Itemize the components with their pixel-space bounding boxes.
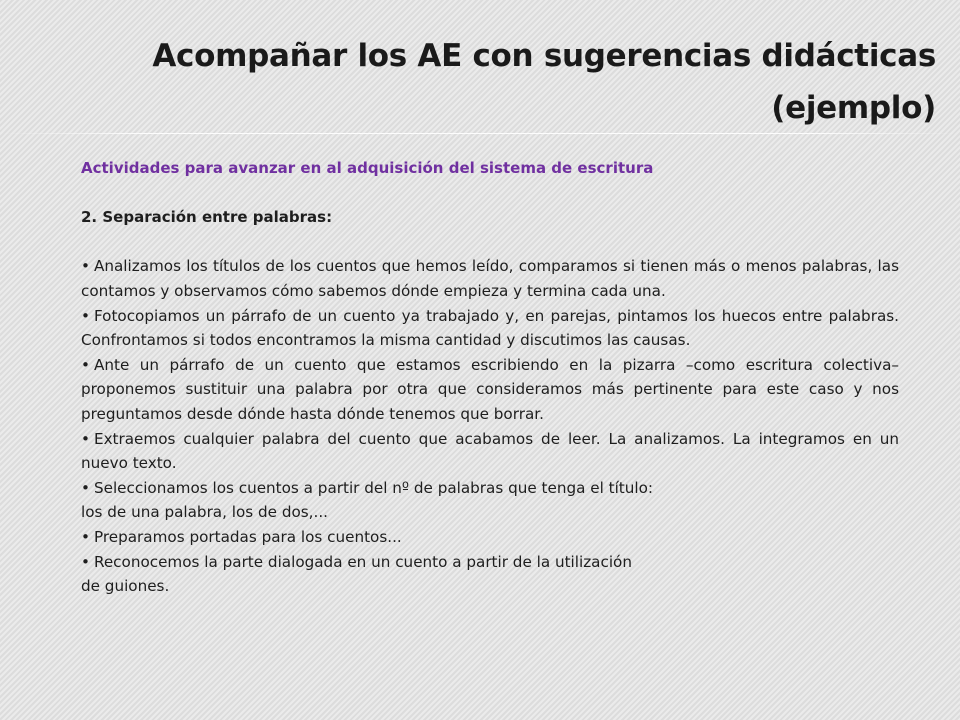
list-item [81,254,899,303]
list-item-text: Ante un párrafo de un cuento que estamos escribiendo en la pizarra –como escritura colectiva– proponemos sustituir una palabra por otra que consideramos más pertinente para este caso y nos preguntamos desde dónde hasta dónde tenemos que borrar. [81,355,899,423]
bullet-icon: • [81,527,90,546]
list-item [81,525,899,550]
list-item [81,304,899,353]
slide-title [76,30,936,134]
activities-subtitle: Actividades para avanzar en al adquisición del sistema de escritura [81,159,654,177]
list-item [81,353,899,427]
list-item-text: Reconocemos la parte dialogada en un cuento a partir de la utilización [93,552,632,571]
bullet-icon: • [81,429,90,448]
list-item-continuation: de guiones. [81,577,170,596]
slide-title-line-2: (ejemplo) [771,90,936,126]
list-item [81,550,899,575]
list-item-text: Preparamos portadas para los cuentos... [93,527,402,546]
section-heading: 2. Separación entre palabras: [81,208,333,227]
slide-body [81,156,899,599]
bullet-icon: • [81,552,90,571]
list-item [81,476,899,501]
slide-title-line-1: Acompañar los AE con sugerencias didácticas [152,38,936,74]
list-item-text: Extraemos cualquier palabra del cuento que acabamos de leer. La analizamos. La integramos en un nuevo texto. [81,429,899,473]
list-item-continuation: los de una palabra, los de dos,... [81,503,328,522]
list-item [81,427,899,476]
list-item-text: Fotocopiamos un párrafo de un cuento ya trabajado y, en parejas, pintamos los huecos entre palabras. Confrontamos si todos encontramos la misma cantidad y discutimos las causas. [81,306,899,350]
bullet-icon: • [81,306,90,325]
bullet-icon: • [81,257,90,276]
bullet-icon: • [81,355,90,374]
list-item-text: Seleccionamos los cuentos a partir del nº de palabras que tenga el título: [93,478,654,497]
bullet-icon: • [81,478,90,497]
title-divider [0,133,960,134]
list-item-text: Analizamos los títulos de los cuentos que hemos leído, comparamos si tienen más o menos palabras, las contamos y observamos cómo sabemos dónde empieza y termina cada una. [81,257,899,300]
